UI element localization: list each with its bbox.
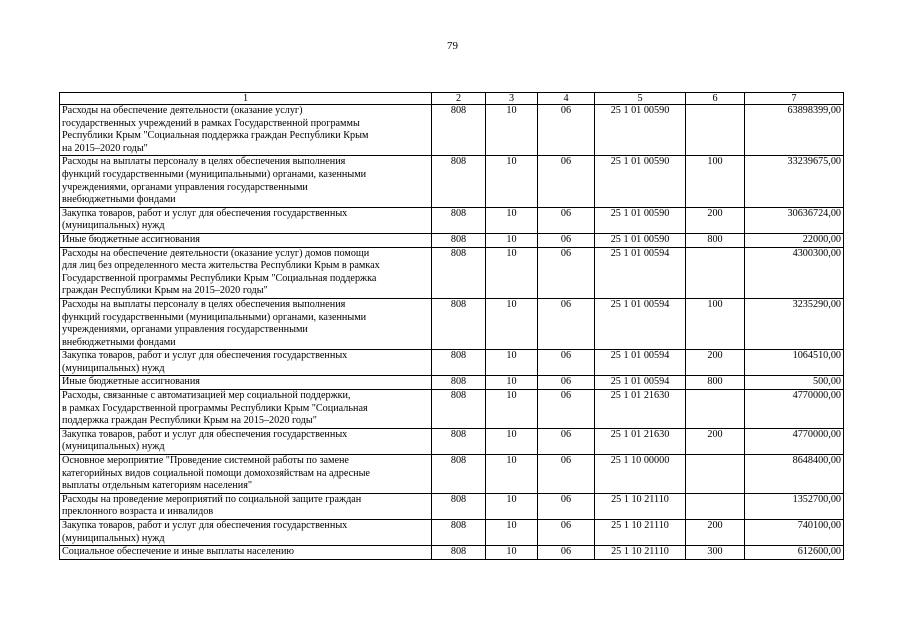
expense-type-code xyxy=(686,390,745,429)
section-code: 10 xyxy=(486,390,538,429)
section-code: 10 xyxy=(486,105,538,156)
amount: 22000,00 xyxy=(745,233,844,247)
amount: 4770000,00 xyxy=(745,428,844,454)
table-row xyxy=(60,390,844,429)
amount: 740100,00 xyxy=(745,520,844,546)
ministry-code: 808 xyxy=(432,207,486,233)
description-line: (муниципальных) нужд xyxy=(62,441,165,453)
row-description xyxy=(60,105,432,156)
page-number: 79 xyxy=(447,40,458,52)
table-row xyxy=(60,350,844,376)
amount: 4300300,00 xyxy=(745,247,844,298)
row-description xyxy=(60,455,432,494)
ministry-code: 808 xyxy=(432,546,486,560)
row-description xyxy=(60,390,432,429)
description-line: функций государственными (муниципальными) органами, казенными xyxy=(62,168,367,180)
amount: 1064510,00 xyxy=(745,350,844,376)
description-line: Расходы, связанные с автоматизацией мер социальной поддержки, xyxy=(62,390,351,402)
section-code: 10 xyxy=(486,376,538,390)
description-line: Расходы на обеспечение деятельности (оказание услуг) xyxy=(62,105,303,116)
target-article-code: 25 1 10 21110 xyxy=(595,546,686,560)
table-row xyxy=(60,298,844,349)
ministry-code: 808 xyxy=(432,350,486,376)
header-row xyxy=(60,93,844,105)
target-article-code: 25 1 01 21630 xyxy=(595,428,686,454)
target-article-code: 25 1 10 21110 xyxy=(595,493,686,519)
budget-table xyxy=(59,92,844,560)
section-code: 10 xyxy=(486,428,538,454)
description-line: внебюджетными фондами xyxy=(62,336,176,348)
ministry-code: 808 xyxy=(432,520,486,546)
amount: 8648400,00 xyxy=(745,455,844,494)
row-description xyxy=(60,233,432,247)
description-line: функций государственными (муниципальными) органами, казенными xyxy=(62,311,367,323)
table-row xyxy=(60,376,844,390)
description-line: государственных учреждений в рамках Государственной программы xyxy=(62,117,360,129)
table-row xyxy=(60,207,844,233)
target-article-code: 25 1 10 00000 xyxy=(595,455,686,494)
ministry-code: 808 xyxy=(432,247,486,298)
column-header: 6 xyxy=(686,93,745,105)
column-header: 7 xyxy=(745,93,844,105)
subsection-code: 06 xyxy=(538,156,595,207)
target-article-code: 25 1 01 00590 xyxy=(595,105,686,156)
table-row xyxy=(60,247,844,298)
table-row xyxy=(60,520,844,546)
table-row xyxy=(60,428,844,454)
column-header: 4 xyxy=(538,93,595,105)
description-line: Расходы на выплаты персоналу в целях обеспечения выполнения xyxy=(62,156,346,168)
subsection-code: 06 xyxy=(538,207,595,233)
target-article-code: 25 1 01 00590 xyxy=(595,207,686,233)
amount: 30636724,00 xyxy=(745,207,844,233)
section-code: 10 xyxy=(486,520,538,546)
row-description xyxy=(60,520,432,546)
description-line: Расходы на проведение мероприятий по социальной защите граждан xyxy=(62,493,362,505)
description-line: учреждениями, органами управления государственными xyxy=(62,324,308,336)
ministry-code: 808 xyxy=(432,493,486,519)
subsection-code: 06 xyxy=(538,546,595,560)
row-description xyxy=(60,350,432,376)
ministry-code: 808 xyxy=(432,233,486,247)
description-line: учреждениями, органами управления государственными xyxy=(62,181,308,193)
table-row xyxy=(60,493,844,519)
amount: 33239675,00 xyxy=(745,156,844,207)
table-row xyxy=(60,546,844,560)
target-article-code: 25 1 01 00594 xyxy=(595,247,686,298)
section-code: 10 xyxy=(486,233,538,247)
amount: 1352700,00 xyxy=(745,493,844,519)
description-line: Иные бюджетные ассигнования xyxy=(62,376,200,388)
description-line: выплаты отдельным категориям населения" xyxy=(62,480,253,492)
description-line: Закупка товаров, работ и услуг для обеспечения государственных xyxy=(62,520,348,531)
row-description xyxy=(60,376,432,390)
expense-type-code: 100 xyxy=(686,298,745,349)
row-description xyxy=(60,546,432,560)
amount: 3235290,00 xyxy=(745,298,844,349)
row-description xyxy=(60,428,432,454)
subsection-code: 06 xyxy=(538,247,595,298)
expense-type-code xyxy=(686,247,745,298)
row-description xyxy=(60,156,432,207)
section-code: 10 xyxy=(486,156,538,207)
table-row xyxy=(60,156,844,207)
column-header: 1 xyxy=(60,93,432,105)
section-code: 10 xyxy=(486,546,538,560)
ministry-code: 808 xyxy=(432,156,486,207)
column-header: 2 xyxy=(432,93,486,105)
description-line: поддержка граждан Республики Крым на 2015–2020 годы" xyxy=(62,415,317,427)
expense-type-code: 200 xyxy=(686,520,745,546)
description-line: Расходы на обеспечение деятельности (оказание услуг) домов помощи xyxy=(62,247,370,259)
subsection-code: 06 xyxy=(538,520,595,546)
ministry-code: 808 xyxy=(432,376,486,390)
row-description xyxy=(60,247,432,298)
target-article-code: 25 1 01 00594 xyxy=(595,298,686,349)
expense-type-code xyxy=(686,105,745,156)
subsection-code: 06 xyxy=(538,493,595,519)
subsection-code: 06 xyxy=(538,428,595,454)
description-line: Расходы на выплаты персоналу в целях обеспечения выполнения xyxy=(62,298,346,310)
amount: 4770000,00 xyxy=(745,390,844,429)
section-code: 10 xyxy=(486,455,538,494)
description-line: Закупка товаров, работ и услуг для обеспечения государственных xyxy=(62,350,348,362)
table-row xyxy=(60,455,844,494)
description-line: в рамках Государственной программы Республики Крым "Социальная xyxy=(62,402,368,414)
description-line: для лиц без определенного места жительства Республики Крым в рамках xyxy=(62,260,380,272)
expense-type-code: 200 xyxy=(686,350,745,376)
description-line: категорийных видов социальной помощи домохозяйствам на адресные xyxy=(62,467,370,479)
ministry-code: 808 xyxy=(432,298,486,349)
subsection-code: 06 xyxy=(538,376,595,390)
target-article-code: 25 1 01 00590 xyxy=(595,156,686,207)
table-row xyxy=(60,105,844,156)
table-row xyxy=(60,233,844,247)
ministry-code: 808 xyxy=(432,428,486,454)
description-line: граждан Республики Крым на 2015–2020 годы" xyxy=(62,285,268,297)
description-line: на 2015–2020 годы" xyxy=(62,142,148,154)
description-line: Основное мероприятие "Проведение системной работы по замене xyxy=(62,455,349,467)
subsection-code: 06 xyxy=(538,233,595,247)
section-code: 10 xyxy=(486,247,538,298)
amount: 63898399,00 xyxy=(745,105,844,156)
section-code: 10 xyxy=(486,298,538,349)
subsection-code: 06 xyxy=(538,350,595,376)
ministry-code: 808 xyxy=(432,390,486,429)
description-line: (муниципальных) нужд xyxy=(62,532,165,544)
ministry-code: 808 xyxy=(432,105,486,156)
expense-type-code: 300 xyxy=(686,546,745,560)
target-article-code: 25 1 01 21630 xyxy=(595,390,686,429)
expense-type-code xyxy=(686,493,745,519)
column-header: 5 xyxy=(595,93,686,105)
expense-type-code: 100 xyxy=(686,156,745,207)
description-line: внебюджетными фондами xyxy=(62,194,176,206)
amount: 612600,00 xyxy=(745,546,844,560)
column-header: 3 xyxy=(486,93,538,105)
subsection-code: 06 xyxy=(538,390,595,429)
description-line: Социальное обеспечение и иные выплаты населению xyxy=(62,546,295,558)
target-article-code: 25 1 01 00594 xyxy=(595,376,686,390)
row-description xyxy=(60,298,432,349)
expense-type-code: 800 xyxy=(686,376,745,390)
amount: 500,00 xyxy=(745,376,844,390)
subsection-code: 06 xyxy=(538,105,595,156)
description-line: (муниципальных) нужд xyxy=(62,220,165,232)
row-description xyxy=(60,207,432,233)
target-article-code: 25 1 10 21110 xyxy=(595,520,686,546)
expense-type-code: 200 xyxy=(686,207,745,233)
row-description xyxy=(60,493,432,519)
section-code: 10 xyxy=(486,493,538,519)
target-article-code: 25 1 01 00590 xyxy=(595,233,686,247)
description-line: Иные бюджетные ассигнования xyxy=(62,233,200,245)
expense-type-code xyxy=(686,455,745,494)
section-code: 10 xyxy=(486,350,538,376)
description-line: Закупка товаров, работ и услуг для обеспечения государственных xyxy=(62,207,348,219)
description-line: Государственной программы Республики Крым "Социальная поддержка xyxy=(62,272,377,284)
description-line: преклонного возраста и инвалидов xyxy=(62,506,214,518)
subsection-code: 06 xyxy=(538,455,595,494)
description-line: Республики Крым "Социальная поддержка граждан Республики Крым xyxy=(62,130,369,142)
description-line: Закупка товаров, работ и услуг для обеспечения государственных xyxy=(62,428,348,440)
expense-type-code: 200 xyxy=(686,428,745,454)
expense-type-code: 800 xyxy=(686,233,745,247)
section-code: 10 xyxy=(486,207,538,233)
ministry-code: 808 xyxy=(432,455,486,494)
target-article-code: 25 1 01 00594 xyxy=(595,350,686,376)
subsection-code: 06 xyxy=(538,298,595,349)
description-line: (муниципальных) нужд xyxy=(62,362,165,374)
